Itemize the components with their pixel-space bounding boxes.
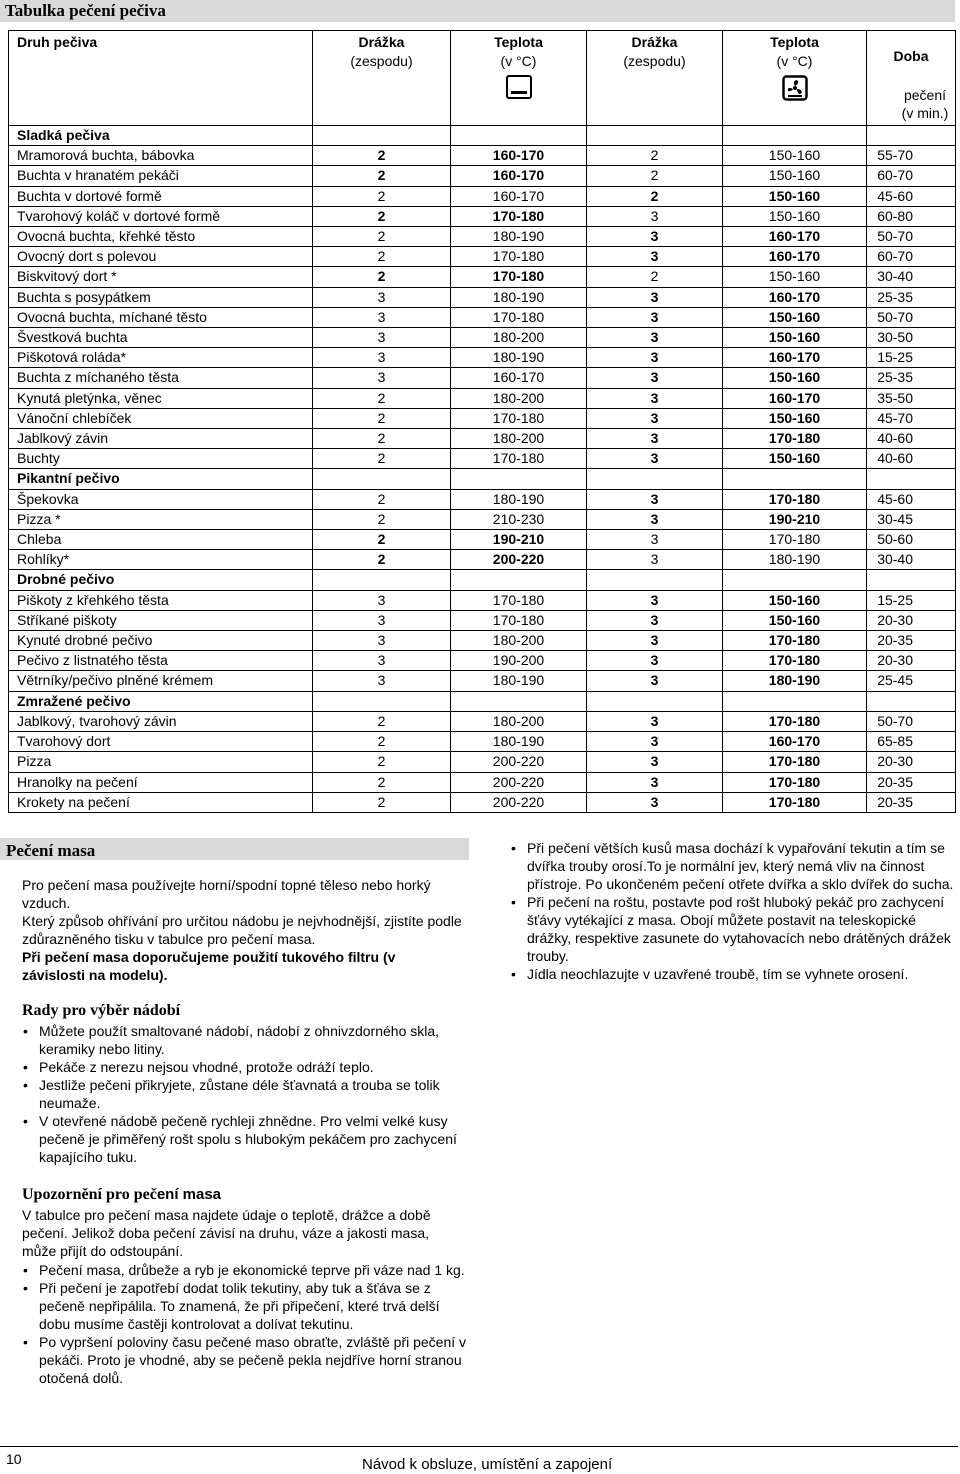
cell-shelf-1: 3 (313, 631, 451, 651)
note-heading: Upozornění pro pečení masa (22, 1186, 222, 1203)
right-list (510, 839, 955, 983)
cell-name: Stříkané piškoty (9, 610, 313, 630)
cell-time: 20-30 (867, 610, 956, 630)
cell-temp-1: 180-190 (451, 489, 587, 509)
cell-temp-2: 170-180 (723, 711, 867, 731)
table-row (9, 348, 956, 368)
cell-temp-1: 180-200 (451, 631, 587, 651)
cell-name: Chleba (9, 530, 313, 550)
empty-cell (451, 570, 587, 590)
empty-cell (451, 126, 587, 146)
cell-shelf-2: 3 (587, 429, 723, 449)
cell-shelf-1: 2 (313, 489, 451, 509)
cell-shelf-2: 3 (587, 489, 723, 509)
cell-shelf-2: 3 (587, 509, 723, 529)
table-row (9, 711, 956, 731)
cell-name: Ovocná buchta, křehké těsto (9, 227, 313, 247)
table-section-row (9, 469, 956, 489)
cell-time: 15-25 (867, 590, 956, 610)
cell-time: 45-70 (867, 408, 956, 428)
list-item: • Po vypršení poloviny času pečené maso obraťte, zvláště při pečení v pekáči. Proto je vhodné, aby se pečeně pekla nejdříve horní stranou otočená dolů. (22, 1333, 467, 1387)
cell-shelf-2: 3 (587, 610, 723, 630)
cell-time: 45-60 (867, 489, 956, 509)
cell-name: Pečivo z listnatého těsta (9, 651, 313, 671)
section-title: Pikantní pečivo (9, 469, 313, 489)
cell-name: Pizza * (9, 509, 313, 529)
table-row (9, 247, 956, 267)
cell-time: 20-35 (867, 792, 956, 812)
empty-cell (867, 570, 956, 590)
cell-temp-2: 160-170 (723, 732, 867, 752)
empty-cell (723, 570, 867, 590)
cell-time: 60-80 (867, 206, 956, 226)
empty-cell (867, 691, 956, 711)
cell-shelf-2: 3 (587, 449, 723, 469)
empty-cell (451, 691, 587, 711)
cell-shelf-2: 3 (587, 328, 723, 348)
cell-temp-1: 160-170 (451, 368, 587, 388)
cell-name: Kynuté drobné pečivo (9, 631, 313, 651)
cell-temp-1: 180-200 (451, 429, 587, 449)
cell-temp-2: 150-160 (723, 449, 867, 469)
empty-cell (313, 126, 451, 146)
cell-shelf-2: 3 (587, 307, 723, 327)
cell-temp-2: 160-170 (723, 227, 867, 247)
cell-temp-1: 160-170 (451, 186, 587, 206)
cell-time: 15-25 (867, 348, 956, 368)
empty-cell (313, 570, 451, 590)
cell-shelf-2: 3 (587, 388, 723, 408)
table-row (9, 610, 956, 630)
cell-shelf-1: 2 (313, 509, 451, 529)
cell-shelf-1: 2 (313, 530, 451, 550)
table-row (9, 752, 956, 772)
cell-shelf-2: 3 (587, 671, 723, 691)
cell-time: 20-35 (867, 772, 956, 792)
cell-temp-2: 160-170 (723, 388, 867, 408)
table-row (9, 146, 956, 166)
cell-name: Ovocná buchta, míchané těsto (9, 307, 313, 327)
cell-temp-2: 150-160 (723, 328, 867, 348)
cell-name: Buchta z míchaného těsta (9, 368, 313, 388)
table-row (9, 550, 956, 570)
cell-name: Tvarohový dort (9, 732, 313, 752)
cell-shelf-1: 3 (313, 590, 451, 610)
cell-time: 40-60 (867, 429, 956, 449)
dish-heading: Rady pro výběr nádobí (22, 1002, 181, 1019)
table-row (9, 631, 956, 651)
cell-shelf-2: 3 (587, 732, 723, 752)
cell-temp-1: 170-180 (451, 206, 587, 226)
cell-shelf-1: 2 (313, 227, 451, 247)
cell-shelf-1: 2 (313, 752, 451, 772)
page-number: 10 (6, 1451, 22, 1467)
cell-shelf-2: 3 (587, 792, 723, 812)
cell-name: Špekovka (9, 489, 313, 509)
cell-shelf-2: 2 (587, 166, 723, 186)
cell-time: 45-60 (867, 186, 956, 206)
table-row (9, 671, 956, 691)
cell-temp-1: 170-180 (451, 610, 587, 630)
header-temp-2: Teplota (v °C) (723, 31, 867, 126)
empty-cell (723, 691, 867, 711)
cell-temp-1: 170-180 (451, 307, 587, 327)
cell-temp-1: 160-170 (451, 146, 587, 166)
cell-time: 65-85 (867, 732, 956, 752)
cell-temp-1: 170-180 (451, 267, 587, 287)
cell-time: 20-35 (867, 631, 956, 651)
empty-cell (587, 469, 723, 489)
cell-temp-1: 200-220 (451, 772, 587, 792)
cell-name: Jablkový závin (9, 429, 313, 449)
table-row (9, 388, 956, 408)
cell-temp-1: 180-190 (451, 671, 587, 691)
cell-shelf-2: 3 (587, 530, 723, 550)
table-row (9, 651, 956, 671)
cell-shelf-1: 2 (313, 267, 451, 287)
cell-temp-2: 170-180 (723, 792, 867, 812)
cell-temp-1: 170-180 (451, 408, 587, 428)
table-row (9, 449, 956, 469)
header-type: Druh pečiva (9, 31, 313, 126)
page-title: Tabulka pečení pečiva (5, 1, 166, 20)
cell-shelf-1: 2 (313, 550, 451, 570)
list-item: • Při pečení je zapotřebí dodat tolik tekutiny, aby tuk a šťáva se z pečeně nepřipálila. To znamená, že při připečení, které trvá delší dobu musíme častěji kontrolovat a dolívat tekutinu. (22, 1279, 467, 1333)
cell-time: 20-30 (867, 752, 956, 772)
empty-cell (723, 126, 867, 146)
cell-temp-2: 160-170 (723, 287, 867, 307)
cell-temp-2: 150-160 (723, 166, 867, 186)
cell-shelf-2: 3 (587, 287, 723, 307)
cell-time: 25-35 (867, 368, 956, 388)
cell-shelf-2: 3 (587, 206, 723, 226)
meat-heading: Pečení masa (6, 841, 96, 860)
cell-temp-2: 150-160 (723, 206, 867, 226)
cell-name: Krokety na pečení (9, 792, 313, 812)
cell-temp-2: 160-170 (723, 348, 867, 368)
cell-temp-1: 160-170 (451, 166, 587, 186)
cell-temp-1: 180-190 (451, 348, 587, 368)
empty-cell (867, 469, 956, 489)
empty-cell (723, 469, 867, 489)
cell-temp-1: 180-190 (451, 732, 587, 752)
cell-time: 30-50 (867, 328, 956, 348)
cell-name: Biskvitový dort * (9, 267, 313, 287)
cell-temp-1: 200-220 (451, 792, 587, 812)
cell-temp-1: 170-180 (451, 590, 587, 610)
empty-cell (587, 691, 723, 711)
meat-paragraph-1: Pro pečení masa používejte horní/spodní topné těleso nebo horký vzduch. (22, 877, 431, 911)
table-row (9, 509, 956, 529)
meat-paragraph-3: Při pečení masa doporučujeme použití tukového filtru (v závislosti na modelu). (22, 949, 396, 983)
cell-time: 50-70 (867, 307, 956, 327)
cell-time: 50-70 (867, 711, 956, 731)
cell-name: Mramorová buchta, bábovka (9, 146, 313, 166)
cell-time: 30-40 (867, 267, 956, 287)
cell-temp-2: 170-180 (723, 429, 867, 449)
table-row (9, 429, 956, 449)
cell-name: Švestková buchta (9, 328, 313, 348)
cell-time: 60-70 (867, 166, 956, 186)
cell-temp-1: 180-200 (451, 388, 587, 408)
empty-cell (451, 469, 587, 489)
cell-temp-2: 160-170 (723, 247, 867, 267)
table-section-row (9, 126, 956, 146)
cell-shelf-1: 2 (313, 772, 451, 792)
table-row (9, 792, 956, 812)
cell-shelf-1: 3 (313, 348, 451, 368)
fan-oven-icon (782, 75, 808, 101)
baking-table (8, 30, 956, 813)
cell-name: Hranolky na pečení (9, 772, 313, 792)
cell-shelf-1: 2 (313, 408, 451, 428)
cell-shelf-1: 3 (313, 671, 451, 691)
table-row (9, 287, 956, 307)
table-row (9, 489, 956, 509)
table-row (9, 166, 956, 186)
cell-shelf-1: 2 (313, 186, 451, 206)
cell-shelf-2: 3 (587, 590, 723, 610)
list-item: • Pečení masa, drůbeže a ryb je ekonomické teprve při váze nad 1 kg. (22, 1261, 467, 1279)
cell-shelf-1: 2 (313, 206, 451, 226)
cell-shelf-2: 3 (587, 408, 723, 428)
section-title: Sladká pečiva (9, 126, 313, 146)
list-item: • Jestliže pečeni přikryjete, zůstane déle šťavnatá a trouba se tolik neumaže. (22, 1076, 467, 1112)
cell-time: 40-60 (867, 449, 956, 469)
empty-cell (313, 691, 451, 711)
list-item: • Při pečení na roštu, postavte pod rošt hluboký pekáč pro zachycení šťávy vytékající z masa. Obojí můžete postavit na teleskopické drážky, respektive zasunete do vytahovacích nebo drátěných drážek trouby. (510, 893, 955, 965)
cell-temp-2: 170-180 (723, 772, 867, 792)
cell-shelf-1: 3 (313, 368, 451, 388)
footer-text: Návod k obsluze, umístění a zapojení (362, 1456, 613, 1473)
cell-temp-1: 180-200 (451, 328, 587, 348)
cell-temp-2: 150-160 (723, 408, 867, 428)
cell-shelf-2: 3 (587, 550, 723, 570)
cell-time: 55-70 (867, 146, 956, 166)
cell-shelf-1: 2 (313, 732, 451, 752)
cell-time: 25-35 (867, 287, 956, 307)
cell-name: Piškotová roláda* (9, 348, 313, 368)
cell-shelf-2: 3 (587, 651, 723, 671)
cell-name: Tvarohový koláč v dortové formě (9, 206, 313, 226)
cell-name: Vánoční chlebíček (9, 408, 313, 428)
cell-temp-1: 210-230 (451, 509, 587, 529)
header-time: Doba pečení (v min.) (867, 31, 956, 126)
cell-temp-1: 180-190 (451, 227, 587, 247)
note-list (22, 1261, 467, 1387)
cell-temp-2: 150-160 (723, 368, 867, 388)
empty-cell (587, 126, 723, 146)
cell-temp-2: 170-180 (723, 752, 867, 772)
cell-time: 50-70 (867, 227, 956, 247)
meat-paragraph-2: Který způsob ohřívání pro určitou nádobu je nejvhodnější, zjistíte podle zdůrazněného tisku v tabulce pro pečení masa. (22, 913, 462, 947)
cell-shelf-1: 2 (313, 146, 451, 166)
empty-cell (313, 469, 451, 489)
cell-time: 50-60 (867, 530, 956, 550)
header-temp-1: Teplota (v °C) (451, 31, 587, 126)
table-section-row (9, 691, 956, 711)
cell-shelf-2: 3 (587, 711, 723, 731)
cell-shelf-2: 2 (587, 146, 723, 166)
cell-name: Větrníky/pečivo plněné krémem (9, 671, 313, 691)
header-shelf-1: Drážka (zespodu) (313, 31, 451, 126)
empty-cell (587, 570, 723, 590)
section-title: Zmražené pečivo (9, 691, 313, 711)
cell-temp-2: 150-160 (723, 590, 867, 610)
dish-list (22, 1022, 467, 1166)
conventional-oven-icon (506, 75, 532, 99)
cell-name: Jablkový, tvarohový závin (9, 711, 313, 731)
cell-name: Buchta s posypátkem (9, 287, 313, 307)
table-row (9, 408, 956, 428)
cell-temp-2: 150-160 (723, 186, 867, 206)
cell-shelf-2: 2 (587, 186, 723, 206)
header-shelf-2: Drážka (zespodu) (587, 31, 723, 126)
cell-temp-2: 170-180 (723, 631, 867, 651)
cell-temp-1: 190-210 (451, 530, 587, 550)
section-title: Drobné pečivo (9, 570, 313, 590)
cell-temp-2: 190-210 (723, 509, 867, 529)
cell-temp-2: 150-160 (723, 267, 867, 287)
cell-temp-1: 180-190 (451, 287, 587, 307)
list-item: • V otevřené nádobě pečeně rychleji zhnědne. Pro velmi velké kusy pečeně je přiměřený rošt spolu s hlubokým pekáčem pro zachycení kapajícího tuku. (22, 1112, 467, 1166)
footer-divider (0, 1446, 958, 1447)
empty-cell (867, 126, 956, 146)
table-row (9, 206, 956, 226)
table-row (9, 307, 956, 327)
list-item: • Při pečení větších kusů masa dochází k vypařování tekutin a tím se dvířka trouby orosí.To je normální jev, který nemá vliv na činnost přístroje. Po ukončeném pečení otřete dvířka a sklo dvířek do sucha. (510, 839, 955, 893)
cell-shelf-1: 2 (313, 388, 451, 408)
cell-shelf-2: 3 (587, 631, 723, 651)
cell-name: Kynutá pletýnka, věnec (9, 388, 313, 408)
table-row (9, 186, 956, 206)
cell-time: 30-45 (867, 509, 956, 529)
list-item: • Jídla neochlazujte v uzavřené troubě, tím se vyhnete orosení. (510, 965, 955, 983)
cell-shelf-2: 3 (587, 368, 723, 388)
cell-shelf-1: 3 (313, 307, 451, 327)
cell-shelf-2: 3 (587, 348, 723, 368)
cell-temp-2: 170-180 (723, 489, 867, 509)
title-bar (0, 0, 955, 22)
cell-time: 60-70 (867, 247, 956, 267)
cell-name: Pizza (9, 752, 313, 772)
cell-shelf-1: 2 (313, 711, 451, 731)
table-row (9, 328, 956, 348)
cell-name: Buchta v dortové formě (9, 186, 313, 206)
cell-name: Piškoty z křehkého těsta (9, 590, 313, 610)
cell-name: Buchty (9, 449, 313, 469)
list-item: • Můžete použít smaltované nádobí, nádobí z ohnivzdorného skla, keramiky nebo litiny. (22, 1022, 467, 1058)
cell-temp-2: 180-190 (723, 671, 867, 691)
cell-shelf-1: 3 (313, 610, 451, 630)
table-row (9, 227, 956, 247)
cell-temp-2: 150-160 (723, 610, 867, 630)
table-body (9, 126, 956, 813)
cell-shelf-2: 3 (587, 227, 723, 247)
cell-time: 25-45 (867, 671, 956, 691)
cell-temp-1: 180-200 (451, 711, 587, 731)
table-row (9, 368, 956, 388)
cell-name: Rohlíky* (9, 550, 313, 570)
meat-section (0, 838, 470, 1386)
cell-temp-2: 180-190 (723, 550, 867, 570)
cell-temp-2: 170-180 (723, 530, 867, 550)
table-row (9, 530, 956, 550)
list-item: • Pekáče z nerezu nejsou vhodné, protože odráží teplo. (22, 1058, 467, 1076)
cell-shelf-2: 3 (587, 752, 723, 772)
cell-name: Ovocný dort s polevou (9, 247, 313, 267)
cell-shelf-2: 2 (587, 267, 723, 287)
cell-shelf-1: 3 (313, 287, 451, 307)
cell-shelf-2: 3 (587, 772, 723, 792)
meat-heading-bar (0, 838, 469, 860)
cell-shelf-2: 3 (587, 247, 723, 267)
cell-temp-1: 170-180 (451, 449, 587, 469)
cell-temp-1: 200-220 (451, 550, 587, 570)
cell-temp-1: 170-180 (451, 247, 587, 267)
note-paragraph: V tabulce pro pečení masa najdete údaje o teplotě, drážce a době pečení. Jelikož doba pečení závisí na druhu, váze a jakosti masa, může přijít do odstoupání. (22, 1207, 431, 1259)
table-row (9, 267, 956, 287)
cell-temp-2: 150-160 (723, 146, 867, 166)
table-row (9, 590, 956, 610)
table-row (9, 732, 956, 752)
table-header-row (9, 31, 956, 126)
table-section-row (9, 570, 956, 590)
cell-shelf-1: 3 (313, 651, 451, 671)
cell-shelf-1: 2 (313, 247, 451, 267)
cell-temp-2: 170-180 (723, 651, 867, 671)
cell-shelf-1: 2 (313, 792, 451, 812)
cell-time: 35-50 (867, 388, 956, 408)
table-row (9, 772, 956, 792)
cell-shelf-1: 2 (313, 449, 451, 469)
cell-shelf-1: 2 (313, 166, 451, 186)
cell-temp-1: 200-220 (451, 752, 587, 772)
cell-temp-1: 190-200 (451, 651, 587, 671)
cell-time: 20-30 (867, 651, 956, 671)
cell-name: Buchta v hranatém pekáči (9, 166, 313, 186)
cell-time: 30-40 (867, 550, 956, 570)
cell-shelf-1: 3 (313, 328, 451, 348)
cell-shelf-1: 2 (313, 429, 451, 449)
cell-temp-2: 150-160 (723, 307, 867, 327)
